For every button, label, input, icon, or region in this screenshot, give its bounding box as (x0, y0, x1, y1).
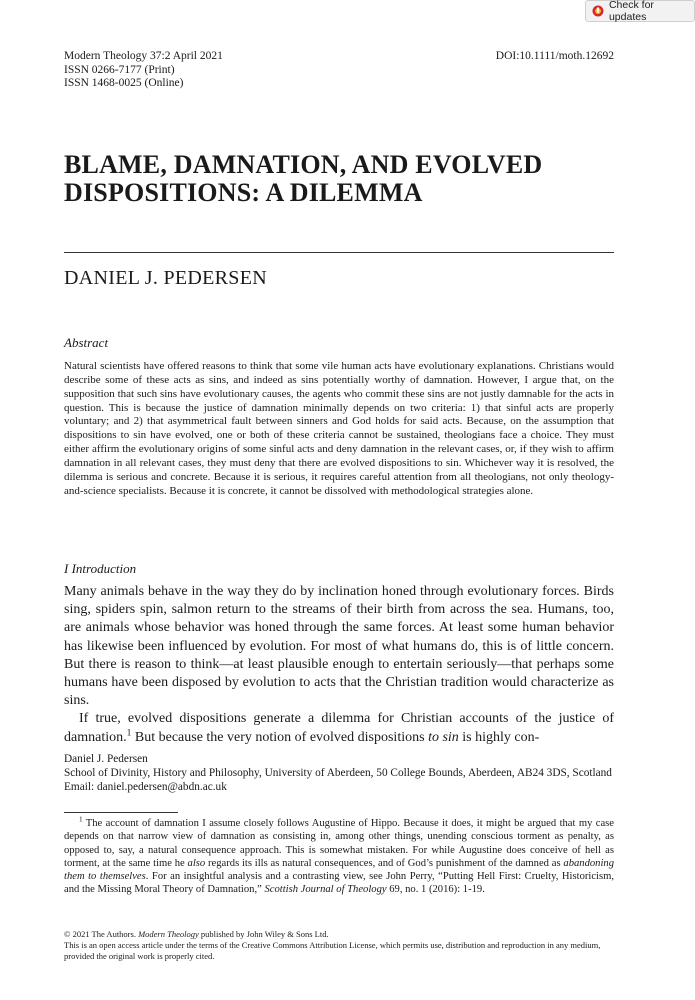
author-affiliation (64, 753, 614, 794)
footnote-emphasis-also: also (187, 857, 206, 869)
paragraph-2-text: If true, evolved dispositions generate a dilemma for Christian accounts of the justice of damnation. (64, 711, 614, 745)
article-title (64, 151, 624, 207)
affiliation-name: Daniel J. Pedersen (64, 753, 148, 765)
paragraph-2 (64, 710, 614, 746)
issn-print: ISSN 0266-7177 (Print) (64, 63, 175, 76)
footnote-citation: . For an insightful analysis and a contrasting view, see John Perry, “Putting Hell First: Cruelty, Historicism, and the Missing Moral Theory of Damnation,” (64, 871, 614, 896)
doi: DOI:10.1111/moth.12692 (495, 50, 614, 62)
paragraph-2-end: is highly con- (458, 729, 540, 745)
copyright-text: © 2021 The Authors. (64, 929, 139, 939)
emphasis-to-sin: to sin (428, 729, 459, 745)
page-footer (64, 929, 614, 962)
journal-citation (64, 50, 223, 91)
update-icon (592, 5, 604, 17)
license-text: This is an open access article under the terms of the Creative Commons Attribution License, which permits use, distribution and reproduction in any medium, provided the original work is properly cited. (64, 940, 601, 961)
paragraph-2-continued: But because the very notion of evolved dispositions (131, 729, 429, 745)
copyright-line (64, 929, 614, 940)
title-line-2: DISPOSITIONS: A DILEMMA (64, 178, 423, 207)
footnote-emphasis-abandon: abandoning them to themselves (64, 857, 615, 883)
footnote-1 (64, 817, 614, 897)
copyright-journal: Modern Theology (138, 929, 199, 939)
affiliation-email[interactable]: Email: daniel.pedersen@abdn.ac.uk (64, 780, 227, 793)
abstract-text: Natural scientists have offered reasons to think that some vile human acts have evolutionary explanations. Christians would describe some of these acts as sins, and indeed as sins potentially worthy of damnation. However, I argue that, on the supposition that such sins have evolutionary causes, the agents who commit these sins are not justly damnable for the acts in question. This is because the justice of damnation minimally depends on two criteria: 1) that sinful acts are properly voluntary; and 2) that asymmetrical fault between sinners and God holds for said acts. Because, on the assumption that dispositions to sin have evolved, one or both of these criteria cannot be sustained, theologians face a choice. They must either affirm the evolutionary origins of some sinful acts and deny damnation in the relevant cases, or, if they wish to affirm damnation in all relevant cases, they must deny that there are evolved dispositions to sin. Whichever way it is resolved, the dilemma is serious and concrete. Because it is serious, it requires careful attention from all theologians, not only theology-and-science specialists. Because it is concrete, it cannot be dissolved with methodological strategies alone. (64, 360, 614, 497)
section-heading: I Introduction (64, 561, 137, 576)
title-divider (64, 252, 614, 253)
affiliation-address: School of Divinity, History and Philosophy, University of Aberdeen, 50 College Bounds, Aberdeen, AB24 3DS, Scotland (64, 766, 612, 779)
footnote-reference[interactable]: 1 (126, 727, 132, 738)
footnote-text: The account of damnation I assume closely follows Augustine of Hippo. Because it does, it might be argued that my case depends on that narrow view of damnation as consisting in, among other things, unending conscious torment as penalty, as opposed to, say, a natural consequence approach. This is somewhat mistaken. For while Augustine does conceive of hell as torment, at the same time he (64, 818, 614, 869)
footnote-marker: 1 (79, 815, 83, 824)
footnote-citation-end: 69, no. 1 (2016): 1-19. (386, 884, 485, 896)
journal-issue: Modern Theology 37:2 April 2021 (64, 50, 223, 62)
introduction-body (64, 583, 614, 747)
footnote-journal-name: Scottish Journal of Theology (264, 884, 387, 896)
abstract-heading: Abstract (64, 335, 109, 350)
copyright-publisher: published by John Wiley & Sons Ltd. (198, 929, 329, 939)
paragraph-1: Many animals behave in the way they do by inclination honed through evolutionary forces. Birds sing, spiders spin, salmon return to the streams of their birth from across the sea. Humans, too, are animals whose behavior was honed through the same forces. At least some human behavior has likewise been influenced by evolution. For most of what humans do, this is of little concern. But there is reason to think—at least plausible enough to entertain seriously—that perhaps some humans have been disposed by evolution to acts that the Christian tradition would characterize as sins. (64, 584, 614, 709)
footnote-text-continued: regards its ills as natural consequences, and of God’s punishment of the damned as (205, 857, 564, 869)
author-name: DANIEL J. PEDERSEN (64, 267, 267, 289)
badge-label: Check for updates (608, 0, 654, 23)
issn-online: ISSN 1468-0025 (Online) (64, 77, 184, 89)
title-line-1: BLAME, DAMNATION, AND EVOLVED (64, 150, 543, 179)
footnote-divider (64, 812, 178, 813)
check-for-updates-badge[interactable] (585, 0, 695, 22)
